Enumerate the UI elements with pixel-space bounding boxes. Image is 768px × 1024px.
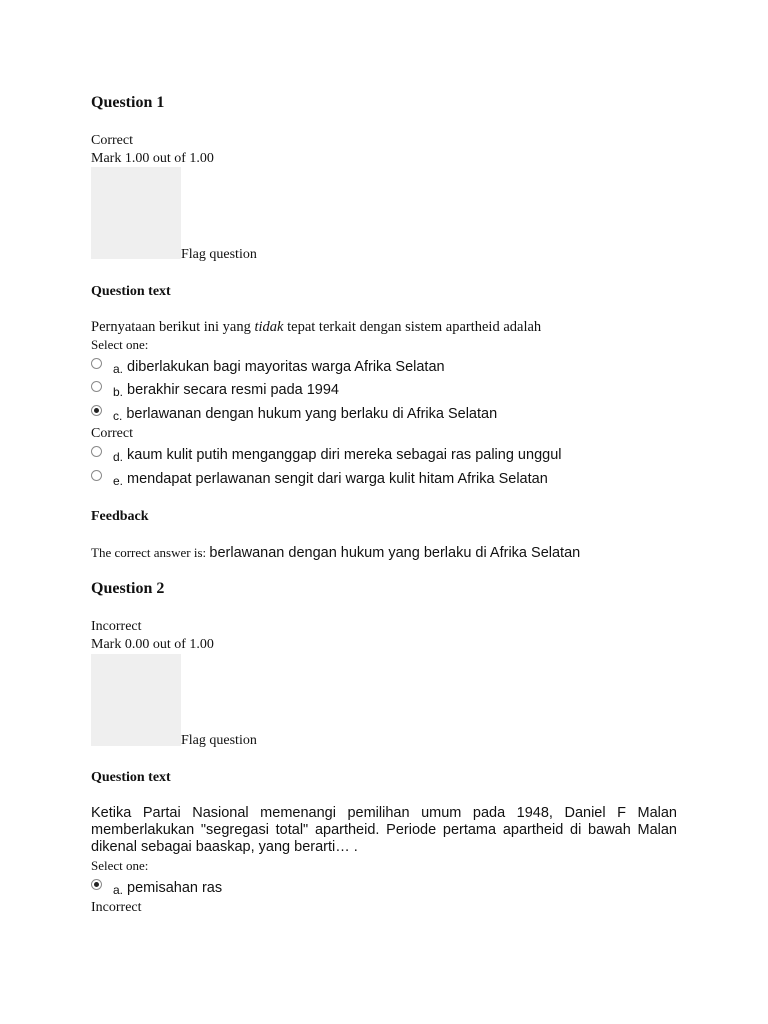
- question-1-text-label: Question text: [91, 284, 171, 299]
- question-1-option-a[interactable]: a. diberlakukan bagi mayoritas warga Afrika Selatan: [91, 358, 445, 378]
- question-2-title: Question 2: [91, 580, 165, 597]
- radio-button[interactable]: [91, 446, 102, 457]
- question-1-option-c[interactable]: c. berlawanan dengan hukum yang berlaku di Afrika Selatan: [91, 405, 497, 425]
- question-1-option-e[interactable]: e. mendapat perlawanan sengit dari warga kulit hitam Afrika Selatan: [91, 470, 548, 490]
- question-2-mark: Mark 0.00 out of 1.00: [91, 637, 214, 652]
- flag-icon[interactable]: [91, 167, 181, 259]
- radio-button-checked[interactable]: [91, 879, 102, 890]
- radio-button-checked[interactable]: [91, 405, 102, 416]
- question-1-text-italic: tidak: [254, 319, 284, 335]
- radio-button[interactable]: [91, 470, 102, 481]
- question-2-state: Incorrect: [91, 619, 142, 634]
- question-1-text: [91, 319, 541, 336]
- question-1-feedback-label: Feedback: [91, 509, 149, 524]
- question-1-select-one: Select one:: [91, 337, 149, 352]
- question-2-select-one: Select one:: [91, 858, 149, 873]
- question-2-text-label: Question text: [91, 770, 171, 785]
- question-1-option-b[interactable]: b. berakhir secara resmi pada 1994: [91, 381, 339, 401]
- feedback-prefix: The correct answer is:: [91, 545, 210, 560]
- question-2-flag-label[interactable]: Flag question: [181, 733, 257, 748]
- question-2-option-a[interactable]: a. pemisahan ras: [91, 879, 222, 899]
- question-1-state: Correct: [91, 133, 133, 148]
- flag-icon[interactable]: [91, 654, 181, 746]
- question-1-feedback: [91, 544, 580, 562]
- feedback-answer: berlawanan dengan hukum yang berlaku di Afrika Selatan: [209, 545, 581, 561]
- question-1-option-feedback: Correct: [91, 426, 133, 441]
- question-1-mark: Mark 1.00 out of 1.00: [91, 151, 214, 166]
- radio-button[interactable]: [91, 381, 102, 392]
- question-1-text-before: Pernyataan berikut ini yang: [91, 319, 255, 335]
- question-1-title: Question 1: [91, 94, 165, 111]
- question-2-option-feedback: Incorrect: [91, 900, 142, 915]
- question-1-option-d[interactable]: d. kaum kulit putih menganggap diri mereka sebagai ras paling unggul: [91, 446, 561, 466]
- question-2-text: Ketika Partai Nasional memenangi pemilihan umum pada 1948, Daniel F Malan memberlakukan "segregasi total" apartheid. Periode pertama apartheid di bawah Malan dikenal sebagai baaskap, yang berarti… .: [91, 805, 677, 855]
- question-1-flag-label[interactable]: Flag question: [181, 247, 257, 262]
- question-1-text-after: tepat terkait dengan sistem apartheid adalah: [283, 319, 542, 335]
- radio-button[interactable]: [91, 358, 102, 369]
